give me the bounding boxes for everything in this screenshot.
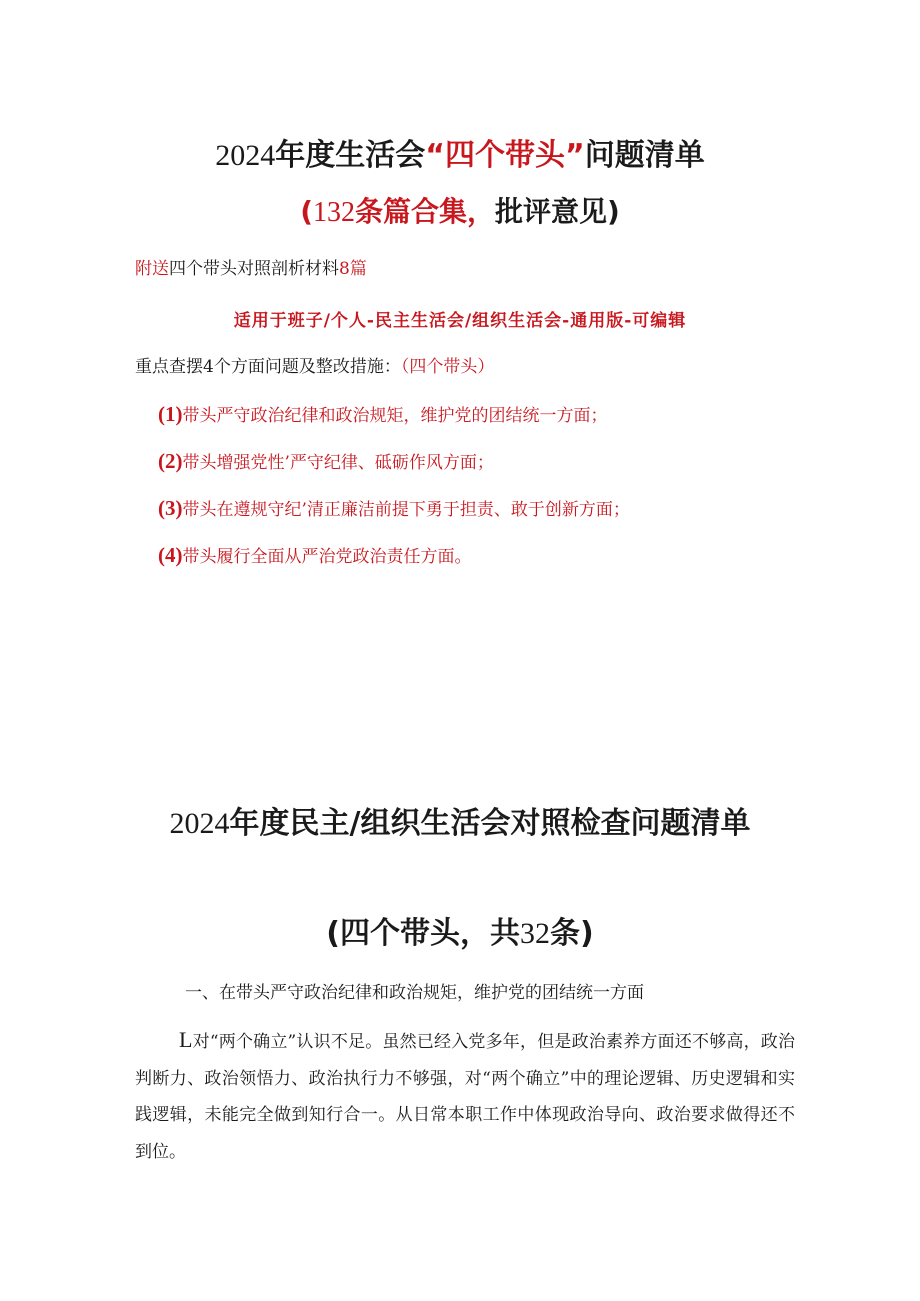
checklist-title bbox=[150, 802, 770, 846]
checklist-subtitle-open: (四个带头，共 bbox=[326, 916, 520, 951]
list-item bbox=[158, 541, 472, 571]
attachment-count: 8篇 bbox=[339, 259, 367, 279]
list-item-number: (1) bbox=[158, 402, 183, 426]
list-item bbox=[158, 494, 630, 524]
list-item-number: (2) bbox=[158, 449, 183, 473]
list-item-text: 带头在遵规守纪’清正廉洁前提下勇于担责、敢于创新方面； bbox=[182, 500, 630, 520]
checklist-title-text: 年度民主/组织生活会对照检查问题清单 bbox=[229, 806, 751, 841]
focus-line bbox=[135, 354, 494, 380]
attachment-prefix: 附送 bbox=[135, 259, 169, 279]
list-item-text: 带头严守政治纪律和政治规矩，维护党的团结统一方面； bbox=[182, 406, 608, 426]
focus-text: 重点查摆4个方面问题及整改措施： bbox=[135, 357, 401, 377]
title-highlight: “四个带头” bbox=[425, 138, 585, 173]
list-item-text: 带头增强党性’严守纪律、砥砺作风方面； bbox=[182, 453, 494, 473]
checklist-subtitle-count: 32 bbox=[520, 917, 550, 950]
title-mid: 年度生活会 bbox=[275, 138, 426, 173]
list-item-text: 带头履行全面从严治党政治责任方面。 bbox=[182, 547, 472, 567]
list-item-number: (4) bbox=[158, 543, 183, 567]
subtitle-end: 批评意见) bbox=[495, 195, 620, 228]
list-item-number: (3) bbox=[158, 496, 183, 520]
paragraph-text: 对“两个确立”认识不足。虽然已经入党多年，但是政治素养方面还不够高，政治判断力、政治领悟力、政治执行力不够强，对“两个确立”中的理论逻辑、历史逻辑和实践逻辑，未能完全做到知行合一。从日常本职工作中体现政治导向、政治要求做得还不到位。 bbox=[135, 1032, 795, 1162]
applicability-note: 适用于班子/个人-民主生活会/组织生活会-通用版-可编辑 bbox=[233, 311, 687, 331]
attachment-note bbox=[135, 256, 367, 282]
focus-tag: （四个带头） bbox=[400, 357, 495, 377]
list-item bbox=[158, 447, 494, 477]
body-paragraph bbox=[135, 1022, 795, 1170]
doc-title bbox=[0, 136, 920, 176]
checklist-subtitle-close: 条) bbox=[550, 916, 594, 951]
title-year: 2024 bbox=[215, 139, 276, 172]
subtitle-count: 132 bbox=[312, 197, 355, 228]
title-end: 问题清单 bbox=[584, 138, 705, 173]
attachment-text: 四个带头对照剖析材料 bbox=[169, 259, 339, 279]
subtitle-collection: 条篇合集， bbox=[354, 195, 495, 228]
checklist-subtitle bbox=[0, 912, 920, 956]
list-item bbox=[158, 400, 608, 430]
paragraph-lead: L bbox=[179, 1027, 193, 1052]
doc-subtitle bbox=[0, 192, 920, 233]
section-heading: 一、在带头严守政治纪律和政治规矩，维护党的团结统一方面 bbox=[185, 983, 644, 1003]
subtitle-open: ( bbox=[300, 195, 313, 228]
checklist-title-year: 2024 bbox=[169, 807, 230, 840]
